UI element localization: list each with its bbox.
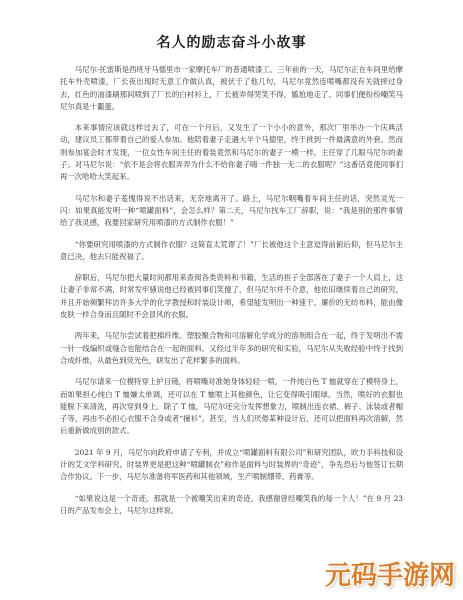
- paragraph-3: 马尼尔和妻子羞愧得说不出话来，无奈地离开了。路上，马尼尔咽嘴着车间主任的话，突然灵光一闪：如果真能发明一种“喷罐面料”，会怎么样？第二天，马尼尔找车工厂辞职，说：“我是别的那件事情给了我灵感，我要回家研究用喷漆的方式制作衣服！”: [60, 193, 403, 228]
- paragraph-7: 马尼尔请来一位模特穿上护目镜，将喷嘴对准她身体轻轻一喷，一件纯白色 T 恤就穿在了模特身上，而如果担心纯白 T 恤嫌太单调，还可以在 T 恤喷上其他颜色，让它变得吸引眼球。当然，喷好的衣服也能脱下来清洗，再次穿到身上。除了 T 恤，马尼尔还完分发挥想象力，喷制出连衣裙、裤子、泳装或者帽子等，再由不必担心衣服不合身或者“撞衫”，甚至，当人们厌倦某种设计后，还可以把面料再次溶解，然后重新做成别的款式。: [60, 377, 403, 436]
- document-title: 名人的励志奋斗小故事: [156, 35, 307, 51]
- paragraph-8: 2021 年 9 月，马尼尔向政府申请了专利，并成立“喷罐面料有限公司”和研究团队，欧力手科技和设计的艾文学科研究。时装界更是把这种“喷罐制衣”称作是面料与时装界的“奇迹”，争先恐后与他签订长期合作协议。下一步，马尼尔准备将军医药和其他领域，生产喷制绷带、药膏等。: [60, 447, 403, 482]
- site-watermark: [325, 555, 455, 592]
- paragraph-4: “你要研究用喷漆的方式制作衣服？这简直太荒谬了！”厂长被他这个主意逗得前俯后仰，但马尼尔主意已决，他去只能祝福了。: [60, 239, 403, 261]
- paragraph-2: 本来事情应该就这样过去了，可在一个月后，又发生了一个小小的意外，那次厂里举办一个庆典活动，建议员工都带着自己的爱人参加。他陪着妻子走遇大半个马德里，终于挑到一件最满意的外套。然而则参加宴会时才发现，一位女性车间主任的着装竟然和马尼尔的妻子一模一样，主任穿了几眼马尼尔的妻子。对马尼尔说：“依不是会将衣服弄弄为什么不给你妻子嗨一件独一无二的衣服呢？”这番话竟使同事们再一次哈哈大笑起来。: [60, 123, 403, 182]
- paragraph-9: “如果说这是一个奇迹，那就是一个被嘲笑出来的奇迹。我感谢曾经嘲笑我的每一个人！”在 9 月 23 日的产品发布会上，马尼尔这样说。: [60, 493, 403, 515]
- paragraph-1: 马尼尔·托雷斯是西班牙马德里市一家摩托车厂的普通喷漆工。三年前的一天，马尼尔正在车间里给摩托车外壳喷漆，厂长夜出现时无意工作做认真，被伏于了他几句，马尼尔竟然连喷嘴都没有关就摔过身去，红色的油漆刷那间喷到了厂长的白衬衫上，厂长被弄得哭笑不得，尴尬地走了。同事们便纷纷嘲笑马尼尔真是十噩蛋。: [60, 65, 403, 111]
- watermark-text: 元码手游网: [324, 561, 455, 591]
- paragraph-5: 辞职后，马尼尔把大量时间都用来查阅各类资料和书籍，生活的担子全部落在了妻子一个人肩上，这让妻子非常不满，时常发牢骚说他已经被同事们笑傻了，但马尼尔并不介意，他依旧继续着自己的研究，并且开始频繁拜访许多大学的化学教授和时装设计师，希望能发明出一种速干、廉价的无纺布料，能由像皮肤一样合身而且随时不会冒风的衣服。: [60, 273, 403, 320]
- paragraph-6: 两年来，马尼尔尝试着把棉纤维、塑胶聚合物和可溶解化学成分的溶剂组合在一起，终于发明出不需一针一线编织或缝合也能结合在一起的面料。又经过半年多的研究和实验，马尼尔从失败经验中终于找到合成纤维，从最色到荧光色，研发出了花样繁多的面料。: [60, 331, 403, 365]
